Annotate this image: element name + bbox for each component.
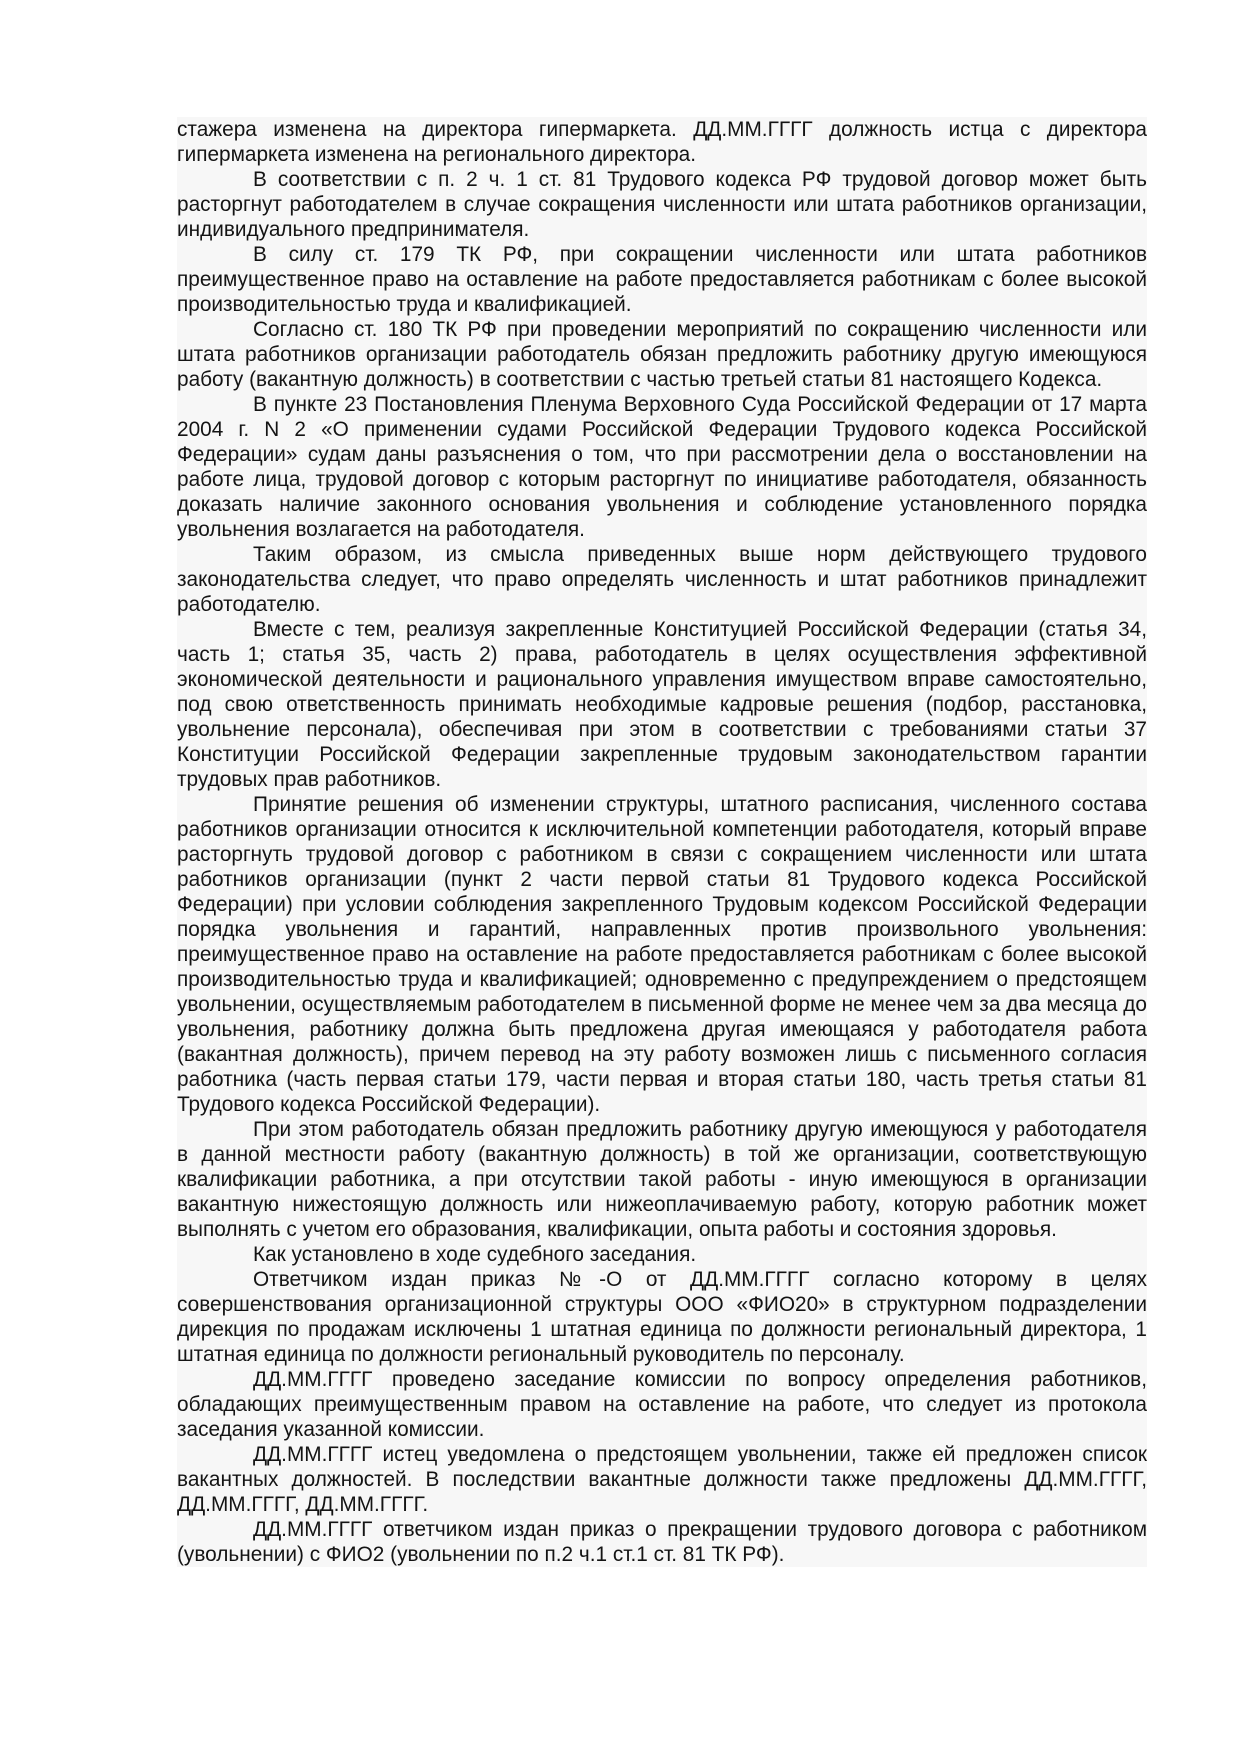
document-page: [177, 117, 1147, 1567]
paragraph-court-findings: Как установлено в ходе судебного заседания.: [253, 1243, 697, 1266]
paragraph-plenum-resolution: В пункте 23 Постановления Пленума Верховного Суда Российской Федерации от 17 марта 2004 г. N 2 «О применении судами Российской Федерации Трудового кодекса Российской Федерации» судам даны разъяснения о том, что при рассмотрении дела о восстановлении на работе лица, трудовой договор с которым расторгнут по инициативе работодателя, обязанность доказать наличие законного основания увольнения и соблюдение установленного порядка увольнения возлагается на работодателя.: [177, 393, 1147, 541]
paragraph-art179-preference: В силу ст. 179 ТК РФ, при сокращении численности или штата работников преимущественное право на оставление на работе предоставляется работникам с более высокой производительностью труда и квалификацией.: [177, 243, 1147, 316]
paragraph-termination-order: ДД.ММ.ГГГГ ответчиком издан приказ о прекращении трудового договора с работником (увольнении) с ФИО2 (увольнении по п.2 ч.1 ст.1 ст. 81 ТК РФ).: [177, 1518, 1147, 1566]
paragraph-art180-offer: Согласно ст. 180 ТК РФ при проведении мероприятий по сокращению численности или штата работников организации работодатель обязан предложить работнику другую имеющуюся работу (вакантную должность) в соответствии с частью третьей статьи 81 настоящего Кодекса.: [177, 318, 1147, 391]
paragraph-continuation: стажера изменена на директора гипермаркета. ДД.ММ.ГГГГ должность истца с директора гипермаркета изменена на регионального директора.: [177, 118, 1147, 166]
paragraph-constitution-rights: Вместе с тем, реализуя закрепленные Конституцией Российской Федерации (статья 34, часть 1; статья 35, часть 2) права, работодатель в целях осуществления эффективной экономической деятельности и рационального управления имуществом вправе самостоятельно, под свою ответственность принимать необходимые кадровые решения (подбор, расстановка, увольнение персонала), обеспечивая при этом в соответствии с требованиями статьи 37 Конституции Российской Федерации закрепленные трудовым законодательством гарантии трудовых прав работников.: [177, 618, 1147, 791]
paragraph-order-issued: Ответчиком издан приказ №-О от ДД.ММ.ГГГГ согласно которому в целях совершенствования организационной структуры ООО «ФИО20» в структурном подразделении дирекция по продажам исключены 1 штатная единица по должности региональный директора, 1 штатная единица по должности региональный руководитель по персоналу.: [177, 1268, 1147, 1366]
paragraph-structure-decision: Принятие решения об изменении структуры, штатного расписания, численного состава работников организации относится к исключительной компетенции работодателя, который вправе расторгнуть трудовой договор с работником в связи с сокращением численности или штата работников организации (пункт 2 части первой статьи 81 Трудового кодекса Российской Федерации) при условии соблюдения закрепленного Трудовым кодексом Российской Федерации порядка увольнения и гарантий, направленных против произвольного увольнения: преимущественное право на оставление на работе предоставляется работникам с более высокой производительностью труда и квалификацией; одновременно с предупреждением о предстоящем увольнении, осуществляемым работодателем в письменной форме не менее чем за два месяца до увольнения, работнику должна быть предложена другая имеющаяся у работодателя работа (вакантная должность), причем перевод на эту работу возможен лишь с письменного согласия работника (часть первая статьи 179, части первая и вторая статьи 180, часть третья статьи 81 Трудового кодекса Российской Федерации).: [177, 793, 1147, 1116]
paragraph-employer-right: Таким образом, из смысла приведенных выше норм действующего трудового законодательства следует, что право определять численность и штат работников принадлежит работодателю.: [177, 543, 1147, 616]
paragraph-vacancy-offer: При этом работодатель обязан предложить работнику другую имеющуюся у работодателя в данной местности работу (вакантную должность) в той же организации, соответствующую квалификации работника, а при отсутствии такой работы - иную имеющуюся в организации вакантную нижестоящую должность или нижеоплачиваемую работу, которую работник может выполнять с учетом его образования, квалификации, опыта работы и состояния здоровья.: [177, 1118, 1147, 1241]
paragraph-notification: ДД.ММ.ГГГГ истец уведомлена о предстоящем увольнении, также ей предложен список вакантных должностей. В последствии вакантные должности также предложены ДД.ММ.ГГГГ, ДД.ММ.ГГГГ, ДД.ММ.ГГГГ.: [177, 1443, 1147, 1516]
paragraph-commission-meeting: ДД.ММ.ГГГГ проведено заседание комиссии по вопросу определения работников, обладающих преимущественным правом на оставление на работе, что следует из протокола заседания указанной комиссии.: [177, 1368, 1147, 1441]
paragraph-art81-grounds: В соответствии с п. 2 ч. 1 ст. 81 Трудового кодекса РФ трудовой договор может быть расторгнут работодателем в случае сокращения численности или штата работников организации, индивидуального предпринимателя.: [177, 168, 1147, 241]
